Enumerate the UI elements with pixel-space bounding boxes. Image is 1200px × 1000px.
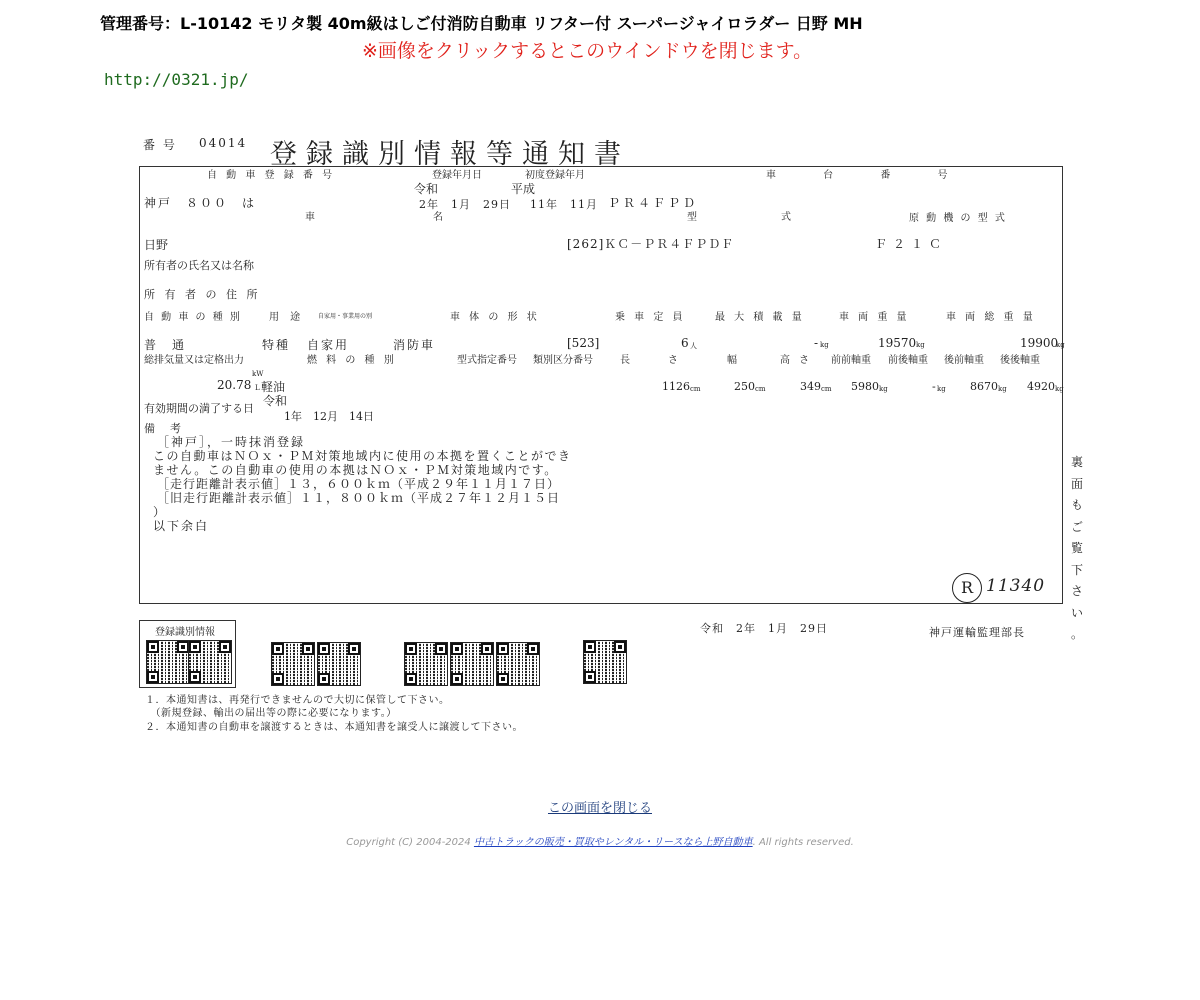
remark-line-7: 以下余白 bbox=[153, 519, 210, 533]
copyright-site-link[interactable]: 中古トラックの販売・買取やレンタル・リースなら上野自動車 bbox=[473, 837, 753, 848]
label-length: 長 さ bbox=[620, 355, 684, 366]
label-purpose: 自家用・事業用の別 bbox=[318, 313, 373, 320]
label-fr: 前後軸重 bbox=[888, 355, 928, 366]
copyright bbox=[0, 833, 1200, 848]
expiry-label: 有効期間の満了する日 bbox=[144, 402, 254, 415]
weight-value: 19570 bbox=[878, 336, 917, 350]
body-code: [523] bbox=[567, 336, 600, 350]
label-use: 用 途 bbox=[269, 312, 305, 323]
unit-kg-fr: kg bbox=[937, 385, 946, 393]
body-value: 消防車 bbox=[393, 338, 436, 352]
label-fuel: 燃 料 の 種 別 bbox=[307, 355, 397, 366]
qr-code-icon bbox=[497, 643, 539, 685]
unit-cm-width: cm bbox=[755, 385, 766, 393]
qr-label: 登録識別情報 bbox=[155, 627, 215, 638]
certificate-number: 04014 bbox=[199, 136, 248, 150]
label-class-no: 類別区分番号 bbox=[533, 355, 593, 366]
unit-kg-max-load: kg bbox=[820, 341, 829, 349]
label-weight: 車 両 重 量 bbox=[839, 312, 910, 323]
label-type-no: 型式指定番号 bbox=[457, 355, 517, 366]
issue-date: 令和 2年 1月 29日 bbox=[700, 622, 828, 635]
close-screen-container bbox=[0, 797, 1200, 816]
label-rf: 後前軸重 bbox=[944, 355, 984, 366]
label-ff: 前前軸重 bbox=[831, 355, 871, 366]
model-code: [262]ＫＣ－ＰＲ４ＦＰＤＦ bbox=[567, 237, 735, 251]
label-width: 幅 bbox=[727, 355, 740, 366]
qr-code-icon bbox=[147, 641, 189, 683]
chassis-value: ＰＲ４ＦＰＤ bbox=[608, 196, 699, 210]
length-value: 1126 bbox=[662, 380, 690, 393]
remark-line-4: ［走行距離計表示値］１３，６００ｋｍ（平成２９年１１月１７日） bbox=[157, 477, 561, 491]
page-title: 管理番号：L-10142 モリタ製 40m級はしご付消防自動車 リフター付 スーパージャイロラダー 日野 MH bbox=[100, 14, 863, 33]
label-gross: 車 両 総 重 量 bbox=[946, 312, 1036, 323]
expiry-value: 1年 12月 14日 bbox=[284, 410, 374, 423]
issuer: 神戸運輸監理部長 bbox=[929, 626, 1025, 639]
owner-address-label: 所 有 者 の 住 所 bbox=[144, 288, 261, 301]
unit-cm-height: cm bbox=[821, 385, 832, 393]
era-reiwa-2: 令和 bbox=[263, 394, 288, 408]
unit-kg-gross: kg bbox=[1056, 341, 1065, 349]
unit-kg-ff: kg bbox=[879, 385, 888, 393]
qr-code-icon bbox=[451, 643, 493, 685]
label-capacity: 乗 車 定 員 bbox=[615, 312, 686, 323]
remark-line-1: ［神戸］，一時抹消登録 bbox=[157, 435, 306, 449]
max-load-dash: - bbox=[814, 336, 819, 350]
qr-code-icon bbox=[272, 643, 314, 685]
unit-kg-weight: kg bbox=[916, 341, 925, 349]
kind-value: 普 通 bbox=[144, 338, 187, 352]
vertical-note: 裏 面 も ご 覧 下 さ い 。 bbox=[1070, 455, 1083, 641]
rr-value: 4920 bbox=[1027, 380, 1055, 393]
remark-line-2: この自動車はＮＯｘ・ＰＭ対策地域内に使用の本拠を置くことができ bbox=[153, 449, 572, 463]
label-name: 名 bbox=[433, 212, 446, 223]
label-first-reg: 初度登録年月 bbox=[525, 170, 585, 181]
owner-name-label: 所有者の氏名又は名称 bbox=[144, 259, 254, 272]
car-name: 日野 bbox=[144, 238, 169, 252]
unit-l: L bbox=[255, 384, 260, 392]
first-reg-value: 11年 11月 bbox=[530, 198, 598, 211]
qr-code-icon bbox=[405, 643, 447, 685]
gross-value: 19900 bbox=[1020, 336, 1059, 350]
copyright-suffix: . All rights reserved. bbox=[752, 837, 854, 848]
note-line-3: ２．本通知書の自動車を譲渡するときは、本通知書を譲受人に譲渡して下さい。 bbox=[145, 722, 523, 733]
displacement-value: 20.78 bbox=[217, 378, 252, 392]
close-screen-link[interactable]: この画面を閉じる bbox=[547, 801, 652, 816]
reg-plate: 神戸 ８００ は bbox=[144, 196, 257, 210]
use-value: 特種 bbox=[262, 338, 291, 352]
unit-kg-rr: kg bbox=[1055, 385, 1064, 393]
note-line-2: （新規登録、輸出の届出等の際に必要になります。） bbox=[145, 708, 397, 719]
label-body: 車 体 の 形 状 bbox=[450, 312, 540, 323]
capacity-value: 6 bbox=[681, 336, 689, 350]
label-kind: 自 動 車 の 種 別 bbox=[144, 312, 242, 323]
label-height: 高 さ bbox=[780, 355, 813, 366]
fuel-value: 軽油 bbox=[261, 380, 286, 394]
label-engine-type: 原 動 機 の 型 式 bbox=[909, 213, 1007, 224]
engine-code: Ｆ２１Ｃ bbox=[875, 237, 948, 251]
label-type: 型 bbox=[687, 212, 700, 223]
rf-value: 8670 bbox=[970, 380, 998, 393]
r-stamp: R bbox=[952, 573, 982, 603]
certificate-title: 登録識別情報等通知書 bbox=[270, 139, 630, 170]
unit-kg-rf: kg bbox=[998, 385, 1007, 393]
remark-line-6: ） bbox=[153, 505, 168, 519]
era-reiwa-1: 令和 bbox=[414, 182, 439, 196]
label-style: 式 bbox=[781, 212, 794, 223]
label-reg-date: 登録年月日 bbox=[432, 170, 482, 181]
label-rr: 後後軸重 bbox=[1000, 355, 1040, 366]
label-car: 車 bbox=[305, 212, 318, 223]
registration-certificate-image[interactable] bbox=[100, 118, 1095, 768]
site-url-link[interactable]: http://0321.jp/ bbox=[104, 70, 249, 89]
qr-code-icon bbox=[189, 641, 231, 683]
label-displacement: 総排気量又は定格出力 bbox=[144, 355, 244, 366]
ff-value: 5980 bbox=[851, 380, 879, 393]
close-window-notice[interactable]: ※画像をクリックするとこのウインドウを閉じます。 bbox=[362, 40, 813, 62]
qr-code-icon bbox=[584, 641, 626, 683]
copyright-prefix: Copyright (C) 2004-2024 bbox=[346, 837, 474, 848]
remark-line-3: ません。この自動車の使用の本拠はＮＯｘ・ＰＭ対策地域内です。 bbox=[153, 463, 558, 477]
fr-dash: - bbox=[932, 380, 936, 393]
label-reg-number: 自 動 車 登 録 番 号 bbox=[207, 170, 336, 181]
width-value: 250 bbox=[734, 380, 755, 393]
number-label: 番 号 bbox=[143, 138, 177, 152]
unit-person: 人 bbox=[690, 342, 697, 350]
handwritten-number: 11340 bbox=[986, 576, 1046, 596]
era-heisei-1: 平成 bbox=[511, 182, 536, 196]
note-line-1: １．本通知書は、再発行できませんので大切に保管して下さい。 bbox=[145, 695, 450, 706]
remark-line-5: ［旧走行距離計表示値］１１，８００ｋｍ（平成２７年１２月１５日 bbox=[157, 491, 561, 505]
qr-code-icon bbox=[318, 643, 360, 685]
reg-date-value: 2年 1月 29日 bbox=[419, 198, 511, 211]
purpose-value: 自家用 bbox=[307, 338, 350, 352]
height-value: 349 bbox=[800, 380, 821, 393]
label-max-load: 最 大 積 載 量 bbox=[715, 312, 805, 323]
unit-cm-length: cm bbox=[690, 385, 701, 393]
remarks-label: 備 考 bbox=[144, 422, 183, 435]
unit-kw: kW bbox=[252, 370, 264, 378]
label-chassis: 車 台 番 号 bbox=[766, 170, 970, 181]
